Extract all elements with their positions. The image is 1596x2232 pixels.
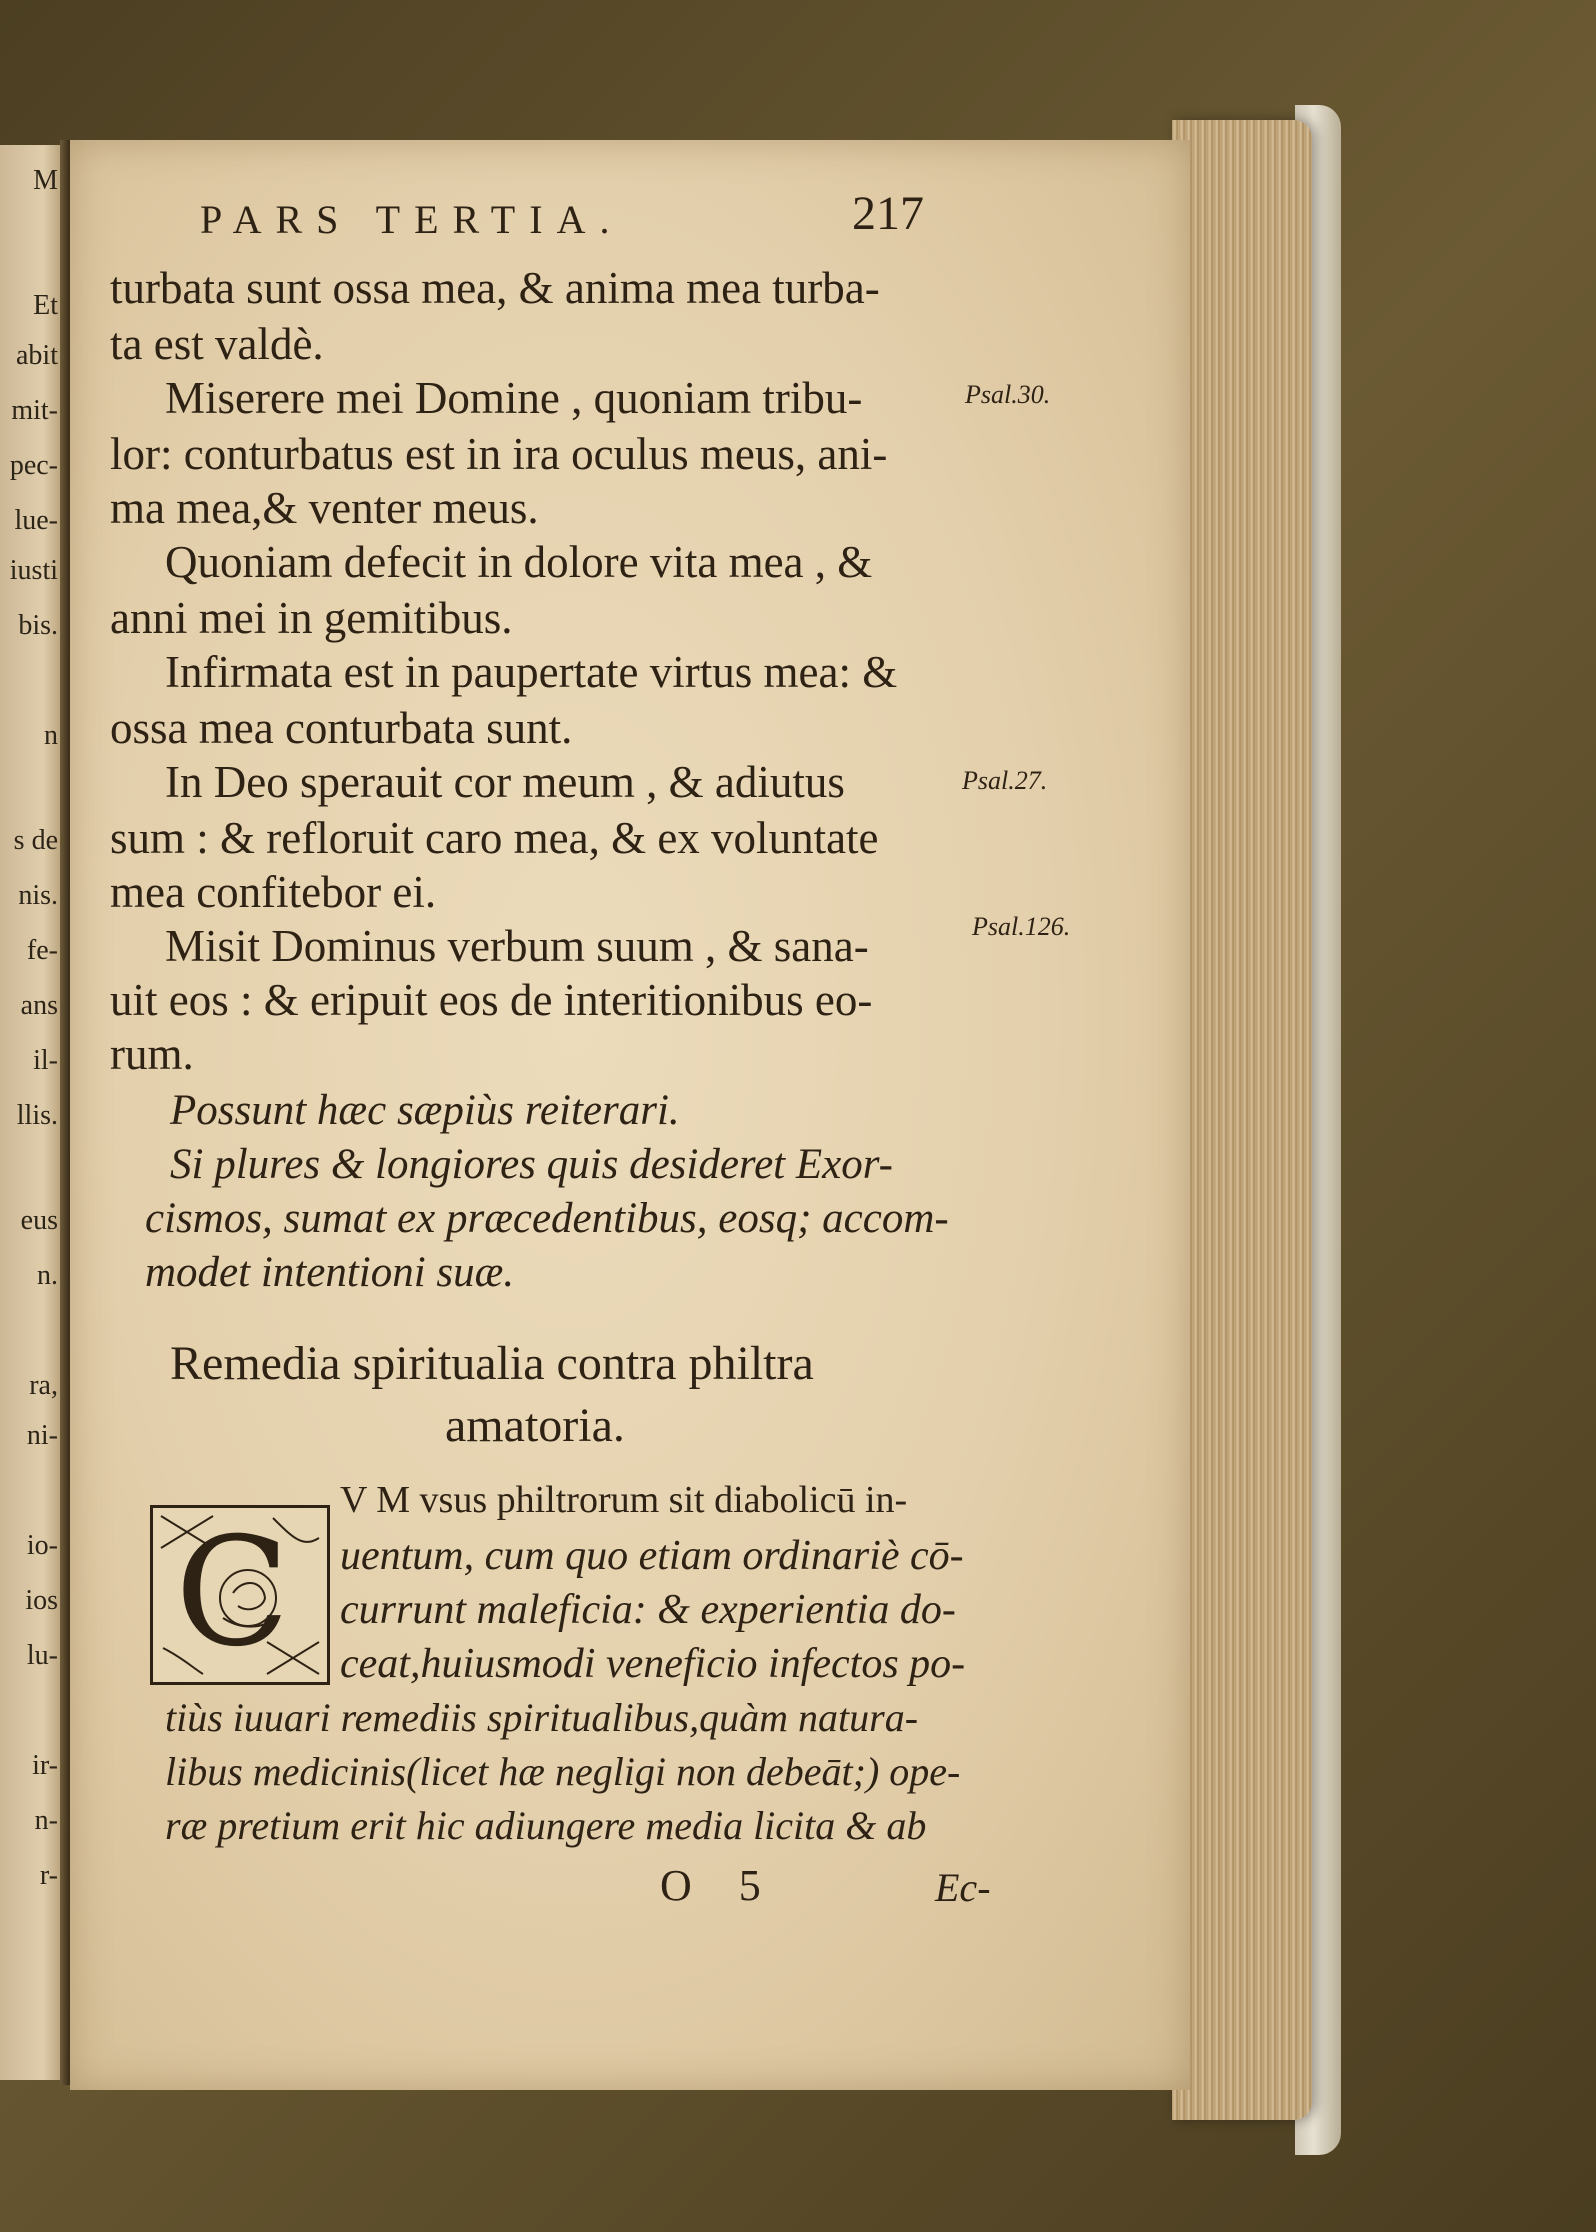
left-page-fragment	[0, 145, 62, 2080]
left-fragment: mit-	[11, 395, 58, 426]
section-line: libus medicinis(licet hæ negligi non debeāt;) ope-	[165, 1749, 961, 1794]
rubric-line: Possunt hæc sæpiùs reiterari.	[170, 1087, 680, 1134]
section-line: tiùs iuuari remediis spiritualibus,quàm natura-	[165, 1695, 919, 1740]
left-fragment: bis.	[18, 610, 58, 641]
margin-note-psal-126: Psal.126.	[972, 912, 1071, 941]
left-fragment: s de	[13, 825, 58, 856]
left-fragment: lue-	[14, 505, 58, 536]
left-fragment: iusti	[9, 555, 58, 586]
left-fragment: il-	[33, 1045, 58, 1076]
body-line: ossa mea conturbata sunt.	[110, 703, 573, 753]
left-fragment: ios	[25, 1585, 58, 1616]
left-fragment: ir-	[32, 1750, 58, 1781]
decorated-initial	[150, 1505, 330, 1685]
body-line: ma mea,& venter meus.	[110, 483, 539, 533]
left-fragment: llis.	[16, 1100, 58, 1131]
left-fragment: r-	[39, 1860, 58, 1891]
left-fragment: ra,	[29, 1370, 58, 1401]
rubric-line: Si plures & longiores quis desideret Exor-	[170, 1141, 893, 1188]
body-line: uit eos : & eripuit eos de interitionibus eo-	[110, 975, 873, 1025]
body-line: lor: conturbatus est in ira oculus meus, ani-	[110, 429, 888, 479]
body-line: turbata sunt ossa mea, & anima mea turba-	[110, 263, 880, 313]
page-number: 217	[852, 187, 924, 240]
initial-letter: C	[175, 1506, 290, 1680]
rubric-line: cismos, sumat ex præcedentibus, eosq; accom-	[145, 1195, 949, 1242]
left-fragment: nis.	[18, 880, 58, 911]
section-heading: Remedia spiritualia contra philtra	[170, 1337, 814, 1390]
body-line: anni mei in gemitibus.	[110, 593, 513, 643]
body-line: Infirmata est in paupertate virtus mea: &	[165, 647, 898, 697]
section-line: ceat,huiusmodi veneficio infectos po-	[340, 1641, 966, 1687]
page-edges	[1172, 120, 1312, 2120]
body-line: rum.	[110, 1029, 194, 1079]
body-line: Misit Dominus verbum suum , & sana-	[165, 921, 869, 971]
left-fragment: n.	[37, 1260, 58, 1291]
left-fragment: n-	[34, 1805, 58, 1836]
margin-note-psal-27: Psal.27.	[962, 766, 1048, 795]
signature-mark: O 5	[660, 1861, 779, 1910]
left-fragment: M	[33, 165, 58, 196]
catchword: Ec-	[935, 1865, 991, 1910]
body-line: In Deo sperauit cor meum , & adiutus	[165, 757, 845, 807]
body-line: sum : & refloruit caro mea, & ex voluntate	[110, 813, 879, 863]
left-fragment: lu-	[26, 1640, 58, 1671]
running-title: PARS TERTIA.	[200, 197, 624, 242]
left-fragment: abit	[16, 340, 58, 371]
body-line: ta est valdè.	[110, 319, 324, 369]
body-line: mea confitebor ei.	[110, 867, 437, 917]
rubric-line: modet intentioni suæ.	[145, 1249, 515, 1296]
section-line: V M vsus philtrorum sit diabolicū in-	[340, 1479, 908, 1521]
left-fragment: io-	[26, 1530, 58, 1561]
left-fragment: ni-	[26, 1420, 58, 1451]
body-line: Miserere mei Domine , quoniam tribu-	[165, 373, 863, 423]
section-heading-continuation: amatoria.	[445, 1399, 625, 1452]
section-line: currunt maleficia: & experientia do-	[340, 1587, 956, 1633]
body-line: Quoniam defecit in dolore vita mea , &	[165, 537, 873, 587]
left-fragment: n	[44, 720, 58, 751]
margin-note-psal-30: Psal.30.	[965, 380, 1051, 409]
left-fragment: eus	[20, 1205, 58, 1236]
left-fragment: ans	[20, 990, 58, 1021]
section-line: uentum, cum quo etiam ordinariè cō-	[340, 1533, 964, 1579]
left-fragment: Et	[33, 290, 58, 321]
left-fragment: pec-	[9, 450, 58, 481]
left-fragment: fe-	[26, 935, 58, 966]
section-line: ræ pretium erit hic adiungere media licita & ab	[165, 1803, 927, 1848]
